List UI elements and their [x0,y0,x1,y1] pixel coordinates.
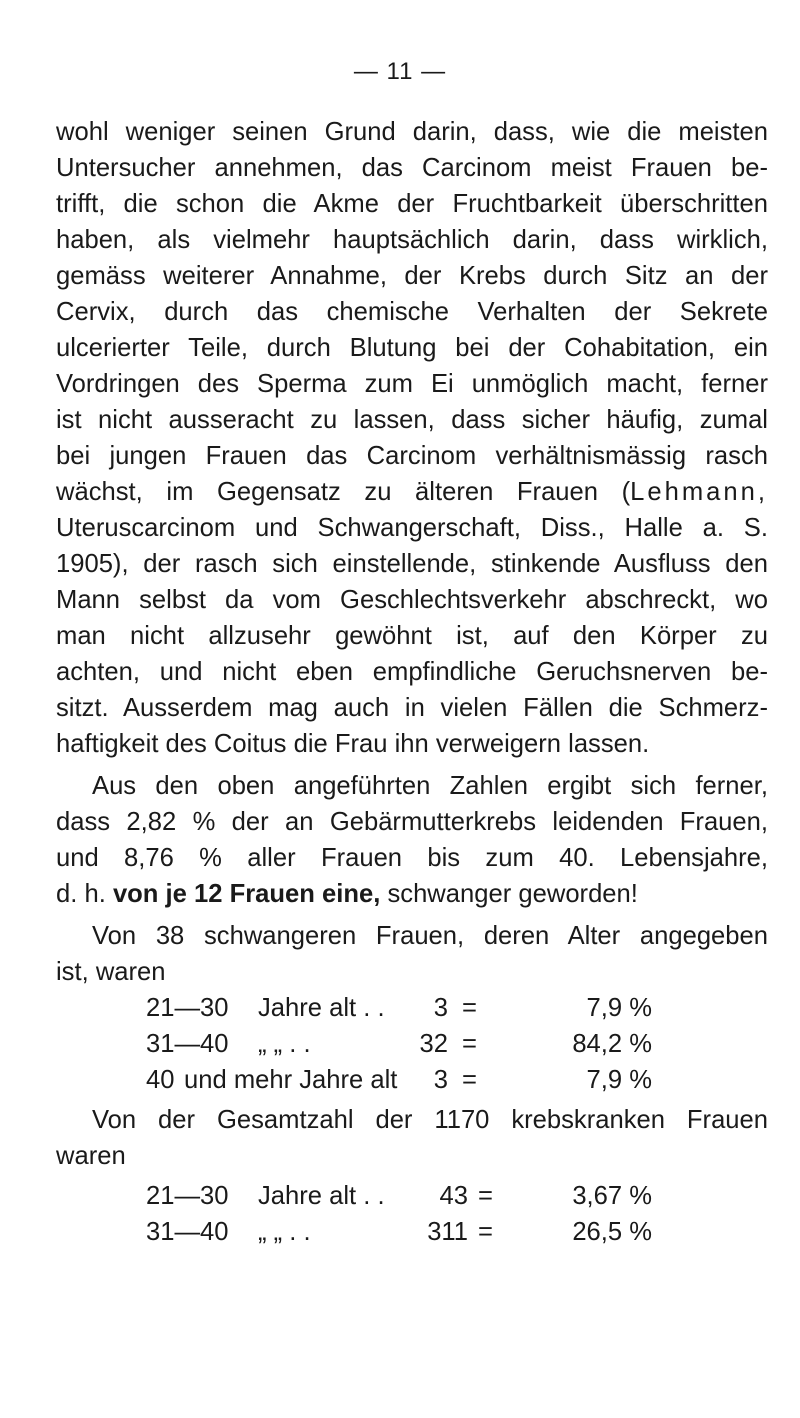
equals-sign: = [462,994,477,1022]
text-line: Mann selbst da vom Geschlechtsverkehr abschreckt, wo [56,586,768,614]
equals-sign: = [478,1182,493,1210]
text-line: dass 2,82 % der an Gebärmutterkrebs leidenden Frauen, [56,808,768,836]
text-line: ist, waren [56,958,166,986]
table-row [0,1065,800,1095]
text-segment: d. h. [56,880,106,908]
text-line: Cervix, durch das chemische Verhalten der Sekrete [56,298,768,326]
table-row [0,1181,800,1211]
row-label: Jahre alt . . [258,1182,385,1210]
text-line: Uteruscarcinom und Schwangerschaft, Diss., Halle a. S. [56,514,768,542]
age-range: 31—40 [146,1218,229,1246]
text-segment: schwanger geworden! [387,880,638,908]
count-value: 43 [439,1182,468,1210]
text-line: Aus den oben angeführten Zahlen ergibt sich ferner, [92,772,768,800]
text-line: Vordringen des Sperma zum Ei unmöglich macht, ferner [56,370,768,398]
count-value: 3 [433,1066,448,1094]
text-line: trifft, die schon die Akme der Fruchtbarkeit überschritten [56,190,768,218]
equals-sign: = [462,1066,477,1094]
text-line: ist nicht ausseracht zu lassen, dass sicher häufig, zumal [56,406,768,434]
page-number: — 11 — [353,58,447,85]
percent-value: 7,9 % [586,994,652,1022]
count-value: 32 [419,1030,448,1058]
age-range: 31—40 [146,1030,229,1058]
table-row [0,1029,800,1059]
text-line: und 8,76 % aller Frauen bis zum 40. Lebensjahre, [56,844,768,872]
text-line: Von der Gesamtzahl der 1170 krebskranken Frauen [92,1106,768,1134]
count-value: 311 [427,1218,468,1246]
author-name: Lehmann, [630,478,768,506]
row-label: Jahre alt . . [258,994,385,1022]
text-segment: wächst, im Gegensatz zu älteren Frauen ( [56,478,631,506]
percent-value: 3,67 % [572,1182,652,1210]
text-line: wohl weniger seinen Grund darin, dass, wie die meisten [56,118,768,146]
age-range: 40 [146,1066,175,1094]
text-line [56,879,638,909]
age-range: 21—30 [146,994,229,1022]
text-line: man nicht allzusehr gewöhnt ist, auf den Körper zu [56,622,768,650]
text-line: 1905), der rasch sich einstellende, stinkende Ausfluss den [56,550,768,578]
text-line: ulcerierter Teile, durch Blutung bei der Cohabitation, ein [56,334,768,362]
row-label: „ „ . . [258,1030,311,1058]
text-line: bei jungen Frauen das Carcinom verhältnismässig rasch [56,442,768,470]
text-line: Von 38 schwangeren Frauen, deren Alter angegeben [92,922,768,950]
text-line: sitzt. Ausserdem mag auch in vielen Fällen die Schmerz- [56,694,768,722]
text-line: gemäss weiterer Annahme, der Krebs durch Sitz an der [56,262,768,290]
table-row [0,993,800,1023]
text-line: waren [56,1142,126,1170]
age-range: 21—30 [146,1182,229,1210]
table-row [0,1217,800,1247]
equals-sign: = [478,1218,493,1246]
row-label: „ „ . . [258,1218,311,1246]
percent-value: 7,9 % [586,1066,652,1094]
equals-sign: = [462,1030,477,1058]
count-value: 3 [433,994,448,1022]
percent-value: 26,5 % [572,1218,652,1246]
row-label: und mehr Jahre alt [184,1066,398,1094]
text-line: haben, als vielmehr hauptsächlich darin, dass wirklich, [56,226,768,254]
text-line: Untersucher annehmen, das Carcinom meist Frauen be- [56,154,768,182]
text-line: achten, und nicht eben empfindliche Geruchsnerven be- [56,658,768,686]
text-line: haftigkeit des Coitus die Frau ihn verweigern lassen. [56,730,650,758]
text-line [56,477,768,507]
emphasis-text: von je 12 Frauen eine, [112,880,381,908]
percent-value: 84,2 % [572,1030,652,1058]
